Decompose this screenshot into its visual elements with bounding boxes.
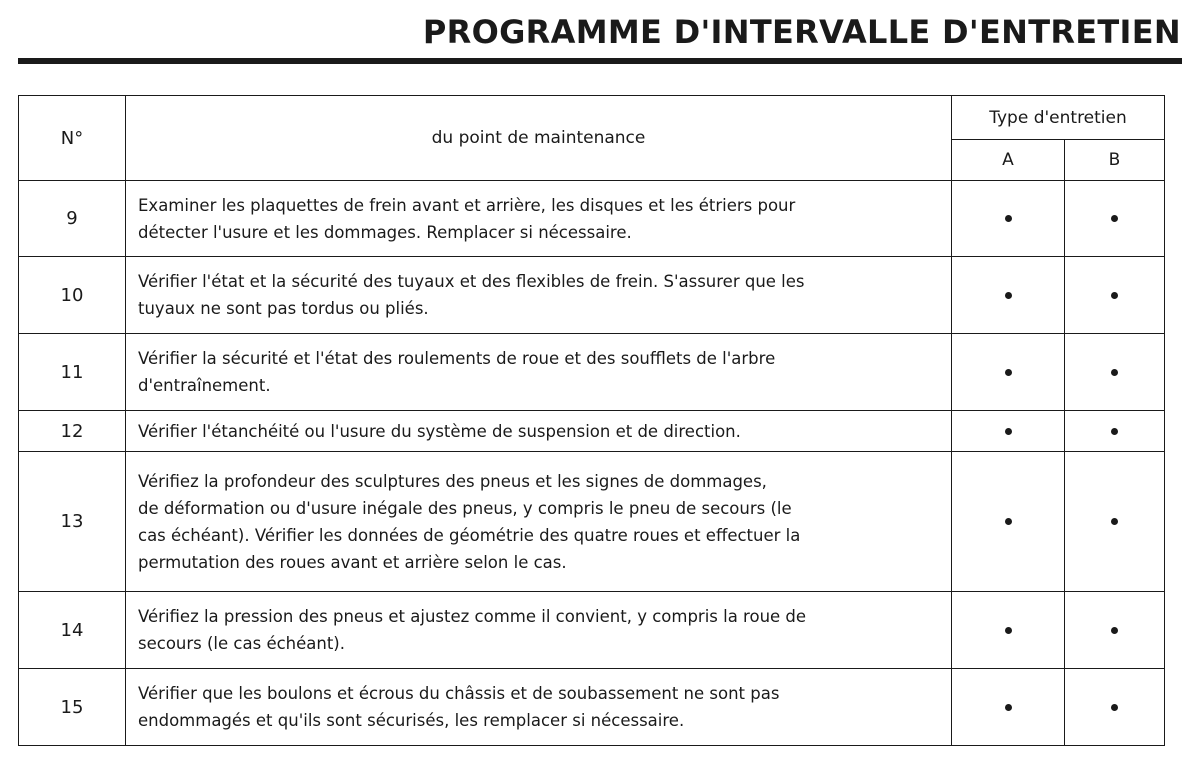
- bullet-dot-icon: [1111, 428, 1118, 435]
- bullet-dot-icon: [1005, 292, 1012, 299]
- title-rule: [18, 58, 1182, 64]
- type-b-cell: [1065, 257, 1165, 334]
- description-line: Examiner les plaquettes de frein avant et arrière, les disques et les étriers pour: [138, 195, 796, 215]
- bullet-dot-icon: [1111, 704, 1118, 711]
- bullet-dot-icon: [1111, 292, 1118, 299]
- type-b-cell: [1065, 334, 1165, 411]
- description-line: Vérifier la sécurité et l'état des roulements de roue et des soufflets de l'arbre: [138, 349, 776, 368]
- header-description: du point de maintenance: [126, 96, 952, 181]
- row-number: 9: [19, 181, 126, 257]
- table-header: [19, 96, 1165, 181]
- bullet-dot-icon: [1111, 518, 1118, 525]
- bullet-dot-icon: [1111, 215, 1118, 222]
- type-a-cell: [952, 334, 1065, 411]
- bullet-dot-icon: [1111, 627, 1118, 634]
- row-number: 10: [19, 257, 126, 334]
- description-line: Vérifier l'étanchéité ou l'usure du système de suspension et de direction.: [138, 421, 741, 441]
- description-line: d'entraînement.: [138, 376, 271, 395]
- type-a-cell: [952, 669, 1065, 746]
- row-description: [126, 669, 952, 746]
- page-title: PROGRAMME D'INTERVALLE D'ENTRETIEN: [422, 13, 1181, 51]
- header-type-a: A: [952, 140, 1065, 181]
- row-description: [126, 257, 952, 334]
- description-line: tuyaux ne sont pas tordus ou pliés.: [138, 299, 429, 318]
- table-body: [19, 181, 1165, 746]
- row-number: 14: [19, 592, 126, 669]
- description-line: cas échéant). Vérifier les données de géométrie des quatre roues et effectuer la: [138, 525, 801, 545]
- type-a-cell: [952, 452, 1065, 592]
- bullet-dot-icon: [1005, 428, 1012, 435]
- type-b-cell: [1065, 181, 1165, 257]
- row-number: 15: [19, 669, 126, 746]
- description-line: Vérifier l'état et la sécurité des tuyaux et des flexibles de frein. S'assurer que les: [138, 272, 805, 291]
- table-row: [19, 669, 1165, 746]
- description-line: de déformation ou d'usure inégale des pneus, y compris le pneu de secours (le: [138, 498, 792, 518]
- header-number: N°: [19, 96, 126, 181]
- table-row: [19, 181, 1165, 257]
- bullet-dot-icon: [1111, 369, 1118, 376]
- table-row: [19, 334, 1165, 411]
- description-line: permutation des roues avant et arrière selon le cas.: [138, 552, 567, 572]
- row-description: [126, 334, 952, 411]
- type-b-cell: [1065, 411, 1165, 452]
- row-number: 13: [19, 452, 126, 592]
- bullet-dot-icon: [1005, 704, 1012, 711]
- table-row: [19, 592, 1165, 669]
- row-number: 12: [19, 411, 126, 452]
- row-number: 11: [19, 334, 126, 411]
- bullet-dot-icon: [1005, 369, 1012, 376]
- table-row: [19, 257, 1165, 334]
- description-line: Vérifier que les boulons et écrous du châssis et de soubassement ne sont pas: [138, 684, 780, 703]
- row-description: [126, 452, 952, 592]
- maintenance-table: [18, 95, 1165, 746]
- row-description: [126, 411, 952, 452]
- description-line: Vérifiez la pression des pneus et ajustez comme il convient, y compris la roue de: [138, 607, 807, 626]
- type-a-cell: [952, 592, 1065, 669]
- header-type-b: B: [1065, 140, 1165, 181]
- description-line: endommagés et qu'ils sont sécurisés, les remplacer si nécessaire.: [138, 711, 685, 730]
- type-b-cell: [1065, 452, 1165, 592]
- type-a-cell: [952, 181, 1065, 257]
- description-line: détecter l'usure et les dommages. Remplacer si nécessaire.: [138, 222, 632, 242]
- description-line: Vérifiez la profondeur des sculptures des pneus et les signes de dommages,: [138, 471, 767, 491]
- type-b-cell: [1065, 669, 1165, 746]
- bullet-dot-icon: [1005, 518, 1012, 525]
- table-row: [19, 411, 1165, 452]
- row-description: [126, 181, 952, 257]
- bullet-dot-icon: [1005, 215, 1012, 222]
- row-description: [126, 592, 952, 669]
- description-line: secours (le cas échéant).: [138, 634, 345, 653]
- type-b-cell: [1065, 592, 1165, 669]
- header-maintenance-type: Type d'entretien: [952, 96, 1165, 140]
- type-a-cell: [952, 411, 1065, 452]
- type-a-cell: [952, 257, 1065, 334]
- table-row: [19, 452, 1165, 592]
- bullet-dot-icon: [1005, 627, 1012, 634]
